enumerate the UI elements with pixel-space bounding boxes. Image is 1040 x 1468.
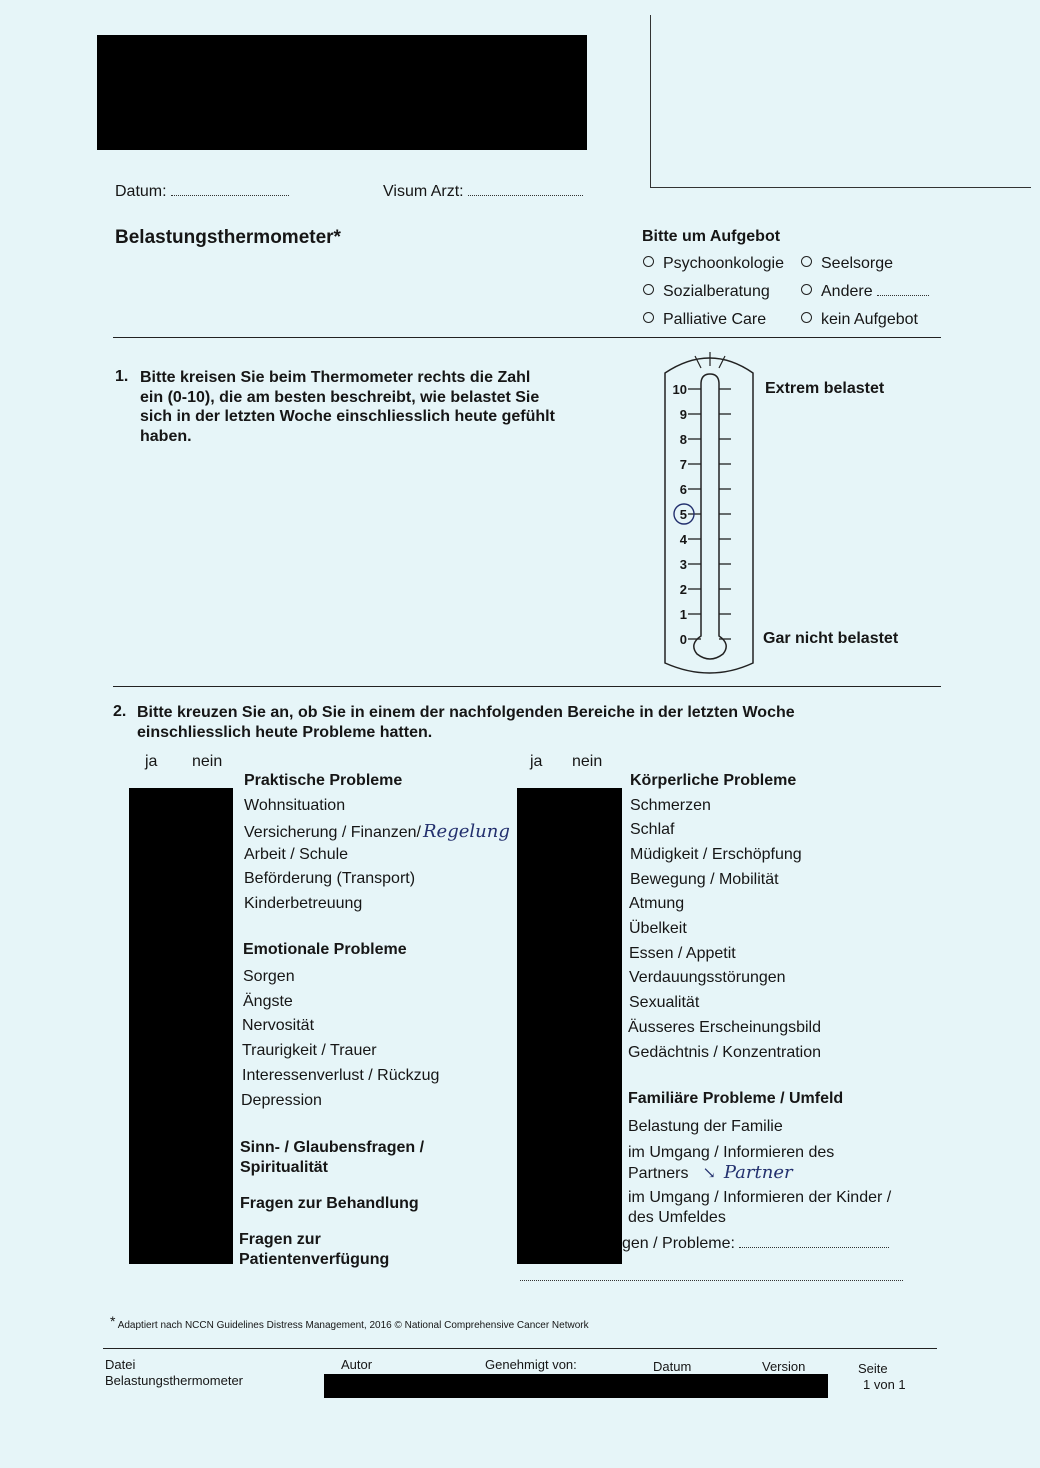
emotional-title: Emotionale Probleme: [243, 941, 407, 958]
item-aengste: Ängste: [243, 993, 293, 1010]
scale-number-6[interactable]: 6: [679, 482, 687, 497]
item-schmerzen: Schmerzen: [630, 797, 711, 814]
item-uebelkeit: Übelkeit: [629, 920, 687, 937]
option-psychoonkologie[interactable]: Psychoonkologie: [643, 255, 784, 273]
item-nervositaet: Nervosität: [242, 1017, 315, 1034]
option-kein-aufgebot[interactable]: kein Aufgebot: [801, 311, 918, 329]
item-traurigkeit: Traurigkeit / Trauer: [242, 1042, 377, 1059]
scale-number-5[interactable]: 5: [679, 507, 687, 522]
redacted-checkboxes-right: [517, 788, 622, 1264]
scale-number-0[interactable]: 0: [679, 632, 687, 647]
footnote: * Adaptiert nach NCCN Guidelines Distress Management, 2016 © National Comprehensive Cancer Network: [110, 1313, 589, 1331]
handwritten-partner: Partner: [723, 1161, 793, 1183]
footer-datei-value: Belastungsthermometer: [105, 1373, 244, 1388]
visum-label: Visum Arzt:: [383, 183, 464, 200]
option-palliative-care[interactable]: Palliative Care: [643, 311, 766, 329]
footer-datum-label: Datum: [653, 1359, 692, 1374]
item-bewegung: Bewegung / Mobilität: [630, 871, 779, 888]
option-sozialberatung[interactable]: Sozialberatung: [643, 283, 770, 301]
q1-number: 1.: [115, 368, 129, 385]
item-fragen-behandlung: Fragen zur Behandlung: [240, 1195, 419, 1212]
arrow-icon: ↘: [702, 1162, 716, 1182]
scale-number-1[interactable]: 1: [679, 607, 687, 622]
item-wohnsituation: Wohnsituation: [244, 797, 346, 814]
redacted-checkboxes-left: [129, 788, 233, 1264]
other-probleme-line[interactable]: [520, 1280, 903, 1281]
scale-number-7[interactable]: 7: [679, 457, 687, 472]
divider: [113, 337, 941, 338]
item-sorgen: Sorgen: [243, 968, 295, 985]
praktisch-title: Praktische Probleme: [244, 772, 403, 789]
datum-label: Datum:: [115, 183, 167, 200]
nein-header-left: nein: [192, 753, 223, 770]
item-atmung: Atmung: [629, 895, 685, 912]
datum-field[interactable]: [115, 183, 289, 201]
footnote-asterisk: *: [110, 1313, 116, 1329]
label-extrem-belastet: Extrem belastet: [765, 380, 885, 397]
redacted-header-block: [97, 35, 587, 150]
item-patientenverfuegung: Fragen zur Patientenverfügung: [239, 1231, 390, 1268]
divider: [103, 1348, 937, 1349]
q2-text: Bitte kreuzen Sie an, ob Sie in einem der nachfolgenden Bereiche in der letzten Woche einschliesslich heute Probleme hatten.: [137, 704, 795, 741]
item-gedaechtnis: Gedächtnis / Konzentration: [628, 1044, 822, 1061]
handwritten-regelung: Regelung: [423, 821, 510, 842]
footer-genehmigt-label: Genehmigt von:: [485, 1357, 577, 1372]
scale-number-3[interactable]: 3: [679, 557, 687, 572]
page-title: Belastungsthermometer*: [115, 227, 341, 248]
scale-number-2[interactable]: 2: [679, 582, 687, 597]
footer-autor-label: Autor: [341, 1357, 373, 1372]
ja-header-left: ja: [145, 753, 158, 770]
q1-text: Bitte kreisen Sie beim Thermometer rechts die Zahl ein (0-10), die am besten beschreibt, wie belastet Sie sich in der letzten Woche einschliesslich heute gefühlt haben.: [140, 369, 555, 445]
item-arbeit: Arbeit / Schule: [244, 846, 349, 863]
footer-version-label: Version: [762, 1359, 806, 1374]
footer-seite-label: Seite: [858, 1361, 888, 1376]
option-andere[interactable]: Andere: [801, 283, 929, 301]
q2-number: 2.: [113, 703, 127, 720]
familie-title: Familiäre Probleme / Umfeld: [628, 1090, 844, 1107]
divider: [113, 686, 941, 687]
radio-circle-icon: [801, 256, 812, 267]
item-belastung-familie: Belastung der Familie: [628, 1118, 783, 1135]
radio-circle-icon: [643, 284, 654, 295]
item-umgang-kinder: im Umgang / Informieren der Kinder / des Umfeldes: [628, 1189, 892, 1226]
radio-circle-icon: [643, 312, 654, 323]
stamp-box: [650, 15, 1031, 188]
visum-field[interactable]: [383, 183, 583, 201]
item-muedigkeit: Müdigkeit / Erschöpfung: [630, 846, 802, 863]
item-sinn-glaubensfragen: Sinn- / Glaubensfragen / Spiritualität: [240, 1139, 425, 1176]
item-umgang-partner: im Umgang / Informieren des Partners ↘ Partner: [628, 1144, 835, 1183]
footer-seite-value: 1 von 1: [863, 1377, 906, 1392]
thermometer-icon: [655, 348, 765, 678]
radio-circle-icon: [643, 256, 654, 267]
radio-circle-icon: [801, 284, 812, 295]
redacted-footer-block: [324, 1374, 828, 1398]
option-seelsorge[interactable]: Seelsorge: [801, 255, 893, 273]
scale-number-9[interactable]: 9: [679, 407, 687, 422]
item-versicherung: Versicherung / Finanzen/ Regelung: [244, 821, 510, 842]
item-depression: Depression: [241, 1092, 322, 1109]
item-schlaf: Schlaf: [630, 821, 675, 838]
scale-number-8[interactable]: 8: [679, 432, 687, 447]
label-gar-nicht-belastet: Gar nicht belastet: [763, 630, 899, 647]
item-andere-probleme[interactable]: gen / Probleme:: [622, 1235, 889, 1253]
ja-header-right: ja: [530, 753, 543, 770]
item-erscheinungsbild: Äusseres Erscheinungsbild: [628, 1019, 821, 1036]
footer-datei-label: Datei: [105, 1357, 136, 1372]
scale-number-4[interactable]: 4: [679, 532, 687, 547]
nein-header-right: nein: [572, 753, 603, 770]
item-essen: Essen / Appetit: [629, 945, 736, 962]
koerper-title: Körperliche Probleme: [630, 772, 797, 789]
radio-circle-icon: [801, 312, 812, 323]
item-kinderbetreuung: Kinderbetreuung: [244, 895, 363, 912]
item-verdauung: Verdauungsstörungen: [629, 969, 786, 986]
aufgebot-title: Bitte um Aufgebot: [642, 228, 781, 245]
item-befoerderung: Beförderung (Transport): [244, 870, 416, 887]
item-sexualitaet: Sexualität: [629, 994, 700, 1011]
scale-number-10[interactable]: 10: [672, 382, 687, 397]
item-interessenverlust: Interessenverlust / Rückzug: [242, 1067, 440, 1084]
